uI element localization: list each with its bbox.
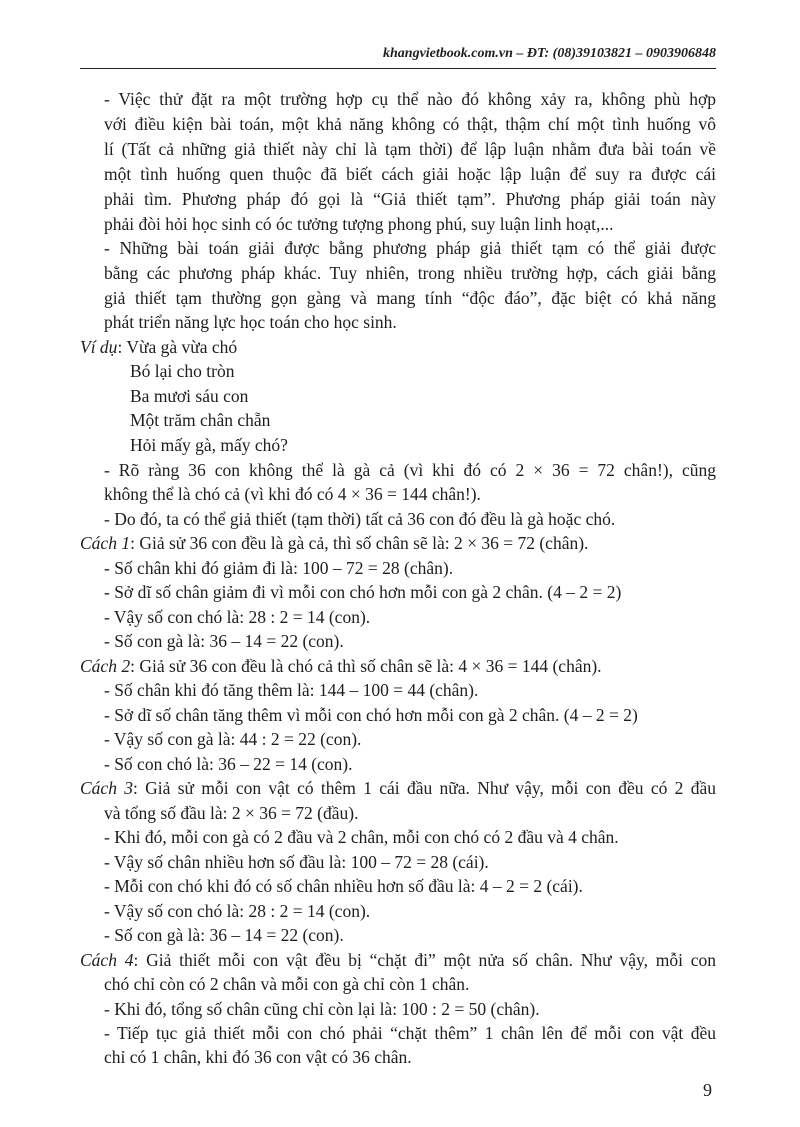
line-text: - Vậy số con chó là: 28 : 2 = 14 (con).	[104, 901, 371, 921]
line-text: phát triển năng lực học toán cho học sinh.	[104, 312, 397, 332]
text-line	[104, 138, 716, 160]
line-text: chó chỉ còn có 2 chân và mỗi con gà chỉ còn 1 chân.	[104, 974, 470, 994]
text-line	[80, 655, 602, 677]
page-number: 9	[703, 1080, 712, 1100]
line-text: phải tìm. Phương pháp đó gọi là “Giả thiết tạm”. Phương pháp giải toán này	[104, 189, 716, 209]
line-text: : Giả sử 36 con đều là chó cả thì số chân sẽ là: 4 × 36 = 144 (chân).	[130, 656, 602, 676]
text-line	[80, 532, 588, 554]
section-label: Cách 1	[80, 533, 131, 553]
text-line	[104, 802, 359, 824]
line-text: - Vậy số con chó là: 28 : 2 = 14 (con).	[104, 607, 371, 627]
line-text: - Vậy số con gà là: 44 : 2 = 22 (con).	[104, 729, 362, 749]
text-line	[104, 900, 370, 922]
line-text: : Giả thiết mỗi con vật đều bị “chặt đi” một nửa số chân. Như vậy, mỗi con	[133, 950, 716, 970]
line-text: - Số con gà là: 36 – 14 = 22 (con).	[104, 925, 344, 945]
line-text: - Do đó, ta có thể giả thiết (tạm thời) tất cả 36 con đó đều là gà hoặc chó.	[104, 509, 616, 529]
line-text: - Tiếp tục giả thiết mỗi con chó phải “chặt thêm” 1 chân lên để mỗi con vật đều	[104, 1023, 716, 1043]
text-line	[104, 851, 489, 873]
section-label: Cách 4	[80, 950, 134, 970]
text-line	[104, 728, 361, 750]
text-line	[104, 287, 716, 309]
text-line	[104, 973, 469, 995]
line-text: - Việc thử đặt ra một trường hợp cụ thể nào đó không xảy ra, không phù hợp	[104, 89, 716, 109]
line-text: giả thiết tạm thường gọn gàng và mang tính “độc đáo”, đặc biệt có khả năng	[104, 288, 716, 308]
line-text: : Vừa gà vừa chó	[117, 337, 238, 357]
text-line	[104, 237, 716, 259]
text-line	[80, 336, 237, 358]
line-text: - Sở dĩ số chân giảm đi vì mỗi con chó hơn mỗi con gà 2 chân. (4 – 2 = 2)	[104, 582, 622, 602]
line-text: phải đòi hỏi học sinh có óc tưởng tượng phong phú, suy luận linh hoạt,...	[104, 214, 614, 234]
text-line	[104, 826, 619, 848]
text-line	[104, 163, 716, 185]
text-line	[104, 630, 344, 652]
line-text: bằng các phương pháp khác. Tuy nhiên, trong nhiều trường hợp, cách giải bằng	[104, 263, 716, 283]
line-text: và tổng số đầu là: 2 × 36 = 72 (đầu).	[104, 803, 359, 823]
line-text: : Giả sử mỗi con vật có thêm 1 cái đầu nữa. Như vậy, mỗi con đều có 2 đầu	[133, 778, 716, 798]
text-line	[130, 409, 270, 431]
line-text: Hỏi mấy gà, mấy chó?	[130, 435, 288, 455]
line-text: - Số con chó là: 36 – 22 = 14 (con).	[104, 754, 353, 774]
line-text: không thể là chó cả (vì khi đó có 4 × 36 = 144 chân!).	[104, 484, 481, 504]
text-line	[130, 385, 248, 407]
text-line	[104, 606, 370, 628]
line-text: - Những bài toán giải được bằng phương pháp giả thiết tạm có thể giải được	[104, 238, 716, 258]
text-line	[104, 113, 716, 135]
section-label: Ví dụ	[80, 337, 118, 357]
line-text: - Rõ ràng 36 con không thể là gà cả (vì khi đó có 2 × 36 = 72 chân!), cũng	[104, 460, 716, 480]
line-text: : Giả sử 36 con đều là gà cả, thì số chân sẽ là: 2 × 36 = 72 (chân).	[130, 533, 589, 553]
text-line	[104, 188, 716, 210]
line-text: - Số con gà là: 36 – 14 = 22 (con).	[104, 631, 344, 651]
line-text: - Số chân khi đó tăng thêm là: 144 – 100 = 44 (chân).	[104, 680, 479, 700]
text-line	[80, 777, 716, 799]
text-line	[104, 483, 481, 505]
line-text: Một trăm chân chẵn	[130, 410, 271, 430]
line-text: một tình huống quen thuộc đã biết cách giải hoặc lập luận để suy ra được cái	[104, 164, 716, 184]
text-line	[104, 213, 613, 235]
line-text: - Mỗi con chó khi đó có số chân nhiều hơn số đầu là: 4 – 2 = 2 (cái).	[104, 876, 583, 896]
text-line	[104, 998, 540, 1020]
text-line	[130, 360, 235, 382]
text-line	[104, 459, 716, 481]
text-line	[104, 1022, 716, 1044]
line-text: - Vậy số chân nhiều hơn số đầu là: 100 – 72 = 28 (cái).	[104, 852, 489, 872]
text-line	[104, 704, 638, 726]
text-line	[104, 679, 478, 701]
line-text: chỉ có 1 chân, khi đó 36 con vật có 36 chân.	[104, 1047, 412, 1067]
text-line	[104, 557, 453, 579]
text-line	[80, 949, 716, 971]
text-line	[104, 508, 615, 530]
line-text: Ba mươi sáu con	[130, 386, 249, 406]
text-line	[104, 924, 344, 946]
page-header: khangvietbook.com.vn – ĐT: (08)39103821 – 0903906848	[80, 46, 716, 69]
section-label: Cách 2	[80, 656, 131, 676]
text-line	[104, 311, 397, 333]
line-text: - Số chân khi đó giảm đi là: 100 – 72 = 28 (chân).	[104, 558, 454, 578]
line-text: - Khi đó, mỗi con gà có 2 đầu và 2 chân, mỗi con chó có 2 đầu và 4 chân.	[104, 827, 619, 847]
text-line	[104, 88, 716, 110]
line-text: Bó lại cho tròn	[130, 361, 235, 381]
line-text: - Sở dĩ số chân tăng thêm vì mỗi con chó hơn mỗi con gà 2 chân. (4 – 2 = 2)	[104, 705, 638, 725]
text-line	[104, 1046, 412, 1068]
text-line	[104, 875, 583, 897]
text-line	[104, 262, 716, 284]
text-line	[104, 581, 621, 603]
line-text: - Khi đó, tổng số chân cũng chỉ còn lại là: 100 : 2 = 50 (chân).	[104, 999, 540, 1019]
line-text: lí (Tất cả những giả thiết này chỉ là tạm thời) để lập luận nhằm đưa bài toán về	[104, 139, 716, 159]
section-label: Cách 3	[80, 778, 133, 798]
line-text: với điều kiện bài toán, một khả năng không có thật, thậm chí một tình huống vô	[104, 114, 716, 134]
text-line	[104, 753, 353, 775]
text-line	[130, 434, 288, 456]
